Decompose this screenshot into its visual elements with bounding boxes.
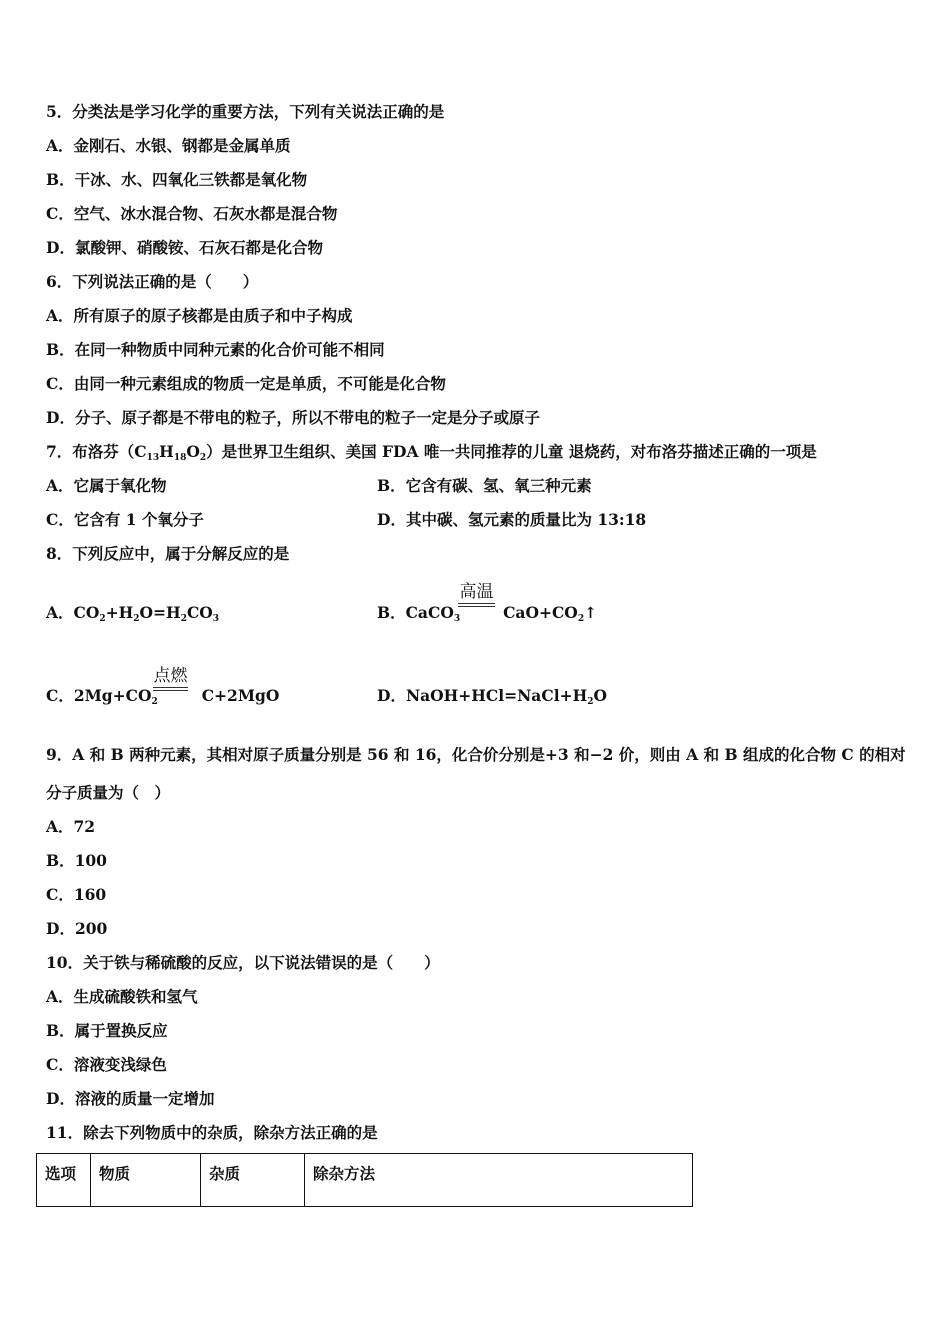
q9-stem-line2: 分子质量为（ ） <box>46 783 171 802</box>
q6-option-a: A．所有原子的原子核都是由质子和中子构成 <box>46 306 353 325</box>
q7-option-b: B．它含有碳、氢、氧三种元素 <box>377 476 592 495</box>
table-header-option: 选项 <box>37 1154 91 1207</box>
table-header-substance: 物质 <box>91 1154 201 1207</box>
q8-option-a: A．$CO_2+H_2O=H_2CO_3$ <box>46 603 220 624</box>
q10-stem: 10．关于铁与稀硫酸的反应，以下说法错误的是（ ） <box>46 953 440 972</box>
q10-option-a: A．生成硫酸铁和氢气 <box>46 987 198 1006</box>
q6-stem: 6．下列说法正确的是（ ） <box>46 272 259 291</box>
q11-stem: 11．除去下列物质中的杂质，除杂方法正确的是 <box>46 1123 378 1142</box>
q5-option-a: A．金刚石、水银、钢都是金属单质 <box>46 136 291 155</box>
q9-option-c: C．160 <box>46 885 107 904</box>
q7-option-a: A．它属于氧化物 <box>46 476 167 495</box>
q5-option-d: D．氯酸钾、硝酸铵、石灰石都是化合物 <box>46 238 323 257</box>
q5-option-c: C．空气、冰水混合物、石灰水都是混合物 <box>46 204 338 223</box>
q9-option-a: A．72 <box>46 817 96 836</box>
q10-option-d: D．溶液的质量一定增加 <box>46 1089 215 1108</box>
q8-stem: 8．下列反应中，属于分解反应的是 <box>46 544 290 563</box>
q5-option-b: B．干冰、水、四氧化三铁都是氧化物 <box>46 170 308 189</box>
q6-option-b: B．在同一种物质中同种元素的化合价可能不相同 <box>46 340 385 359</box>
q8-option-b: B．CaCO$_3$ $CaO+CO_2↑$ <box>377 603 598 624</box>
q11-table <box>36 1153 693 1207</box>
q9-option-b: B．100 <box>46 851 107 870</box>
table-header-impurity: 杂质 <box>201 1154 305 1207</box>
q8-option-d: D．$NaOH+HCl=NaCl+H_2O$ <box>377 686 607 707</box>
q10-option-c: C．溶液变浅绿色 <box>46 1055 167 1074</box>
table-header-method: 除杂方法 <box>305 1154 693 1207</box>
q8-option-c: C．$2Mg+CO_2$ C+2MgO <box>46 686 280 707</box>
q5-stem: 5．分类法是学习化学的重要方法，下列有关说法正确的是 <box>46 102 445 121</box>
q7-option-c: C．它含有 1 个氧分子 <box>46 510 204 529</box>
table-header-row <box>37 1154 693 1207</box>
q6-option-d: D．分子、原子都是不带电的粒子，所以不带电的粒子一定是分子或原子 <box>46 408 540 427</box>
q10-option-b: B．属于置换反应 <box>46 1021 168 1040</box>
q7-option-d: D．其中碳、氢元素的质量比为 13:18 <box>377 510 647 529</box>
q6-option-c: C．由同一种元素组成的物质一定是单质，不可能是化合物 <box>46 374 446 393</box>
q9-stem-line1: 9．A 和 B 两种元素，其相对原子质量分别是 56 和 16，化合价分别是+3 和−2 价，则由 A 和 B 组成的化合物 C 的相对 <box>46 745 906 764</box>
q7-stem: 7．布洛芬$(C_{13}H_{18}O_2)$是世界卫生组织、美国 FDA 唯一共同推荐的儿童 退烧药，对布洛芬描述正确的一项是 <box>46 442 817 463</box>
q8-c-reaction-condition: 点燃 <box>153 661 188 691</box>
q9-option-d: D．200 <box>46 919 108 938</box>
q8-b-reaction-condition: 高温 <box>458 577 495 607</box>
